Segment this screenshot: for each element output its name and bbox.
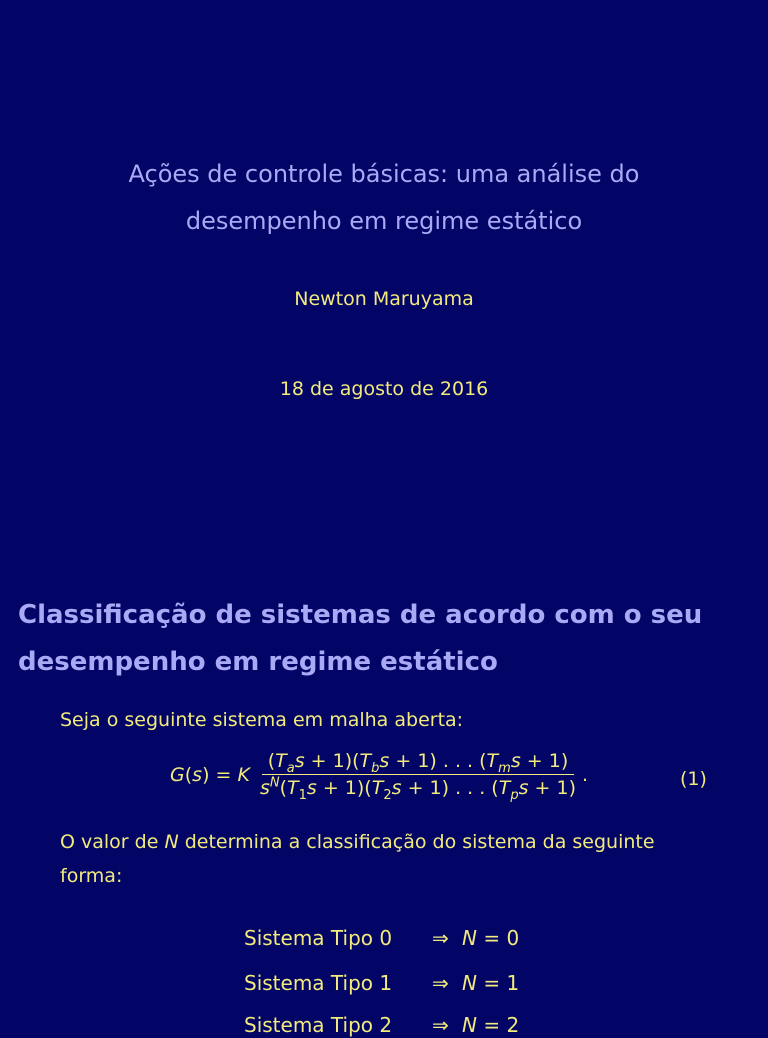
equation-lhs: G(s) = K	[170, 763, 250, 786]
equation-denominator: $s^N(T_1s + 1)(T_2s + 1)$ . . . $(T_ps + 1)$	[259, 775, 577, 803]
date: 18 de agosto de 2016	[279, 378, 489, 400]
system-type-value: 2	[506, 1013, 520, 1037]
equation-numerator: $(T_as + 1)(T_bs + 1)$ . . . $(T_ms + 1)$	[262, 750, 575, 775]
paragraph-text-after: determina a classificação do sistema da seguinte	[178, 831, 655, 853]
paragraph-variable: N	[164, 831, 179, 853]
transfer-function-equation	[170, 750, 589, 803]
implies-arrow-icon: ⇒	[432, 971, 449, 995]
system-type-label: Sistema Tipo 2	[244, 1013, 393, 1037]
equation-fraction	[254, 750, 582, 803]
system-type-value: 0	[506, 926, 520, 950]
system-type-value: 1	[506, 971, 520, 995]
frame-title-line-1: Classificação de sistemas de acordo com o seu	[18, 600, 703, 630]
frame-title-line-2: desempenho em regime estático	[18, 647, 498, 677]
system-type-row: Sistema Tipo 2 ⇒ N = 2	[244, 1013, 520, 1037]
implies-arrow-icon: ⇒	[432, 926, 449, 950]
system-type-label: Sistema Tipo 1	[244, 971, 393, 995]
system-type-row: Sistema Tipo 1 ⇒ N = 1	[244, 971, 520, 995]
presentation-title-line-1: Ações de controle básicas: uma análise do	[128, 160, 640, 188]
paragraph-line-1	[60, 830, 655, 854]
author: Newton Maruyama	[294, 288, 474, 310]
content-slide	[0, 560, 768, 1037]
implies-arrow-icon: ⇒	[432, 1013, 449, 1037]
paragraph-text-before: O valor de	[60, 831, 165, 853]
system-type-row: Sistema Tipo 0 ⇒ N = 0	[244, 926, 520, 950]
equation-number: (1)	[680, 768, 707, 790]
equation-period: .	[582, 763, 589, 786]
paragraph-line-2: forma:	[60, 865, 123, 887]
intro-text: Seja o seguinte sistema em malha aberta:	[60, 709, 464, 731]
presentation-title-line-2: desempenho em regime estático	[185, 207, 583, 235]
system-type-label: Sistema Tipo 0	[244, 926, 393, 950]
